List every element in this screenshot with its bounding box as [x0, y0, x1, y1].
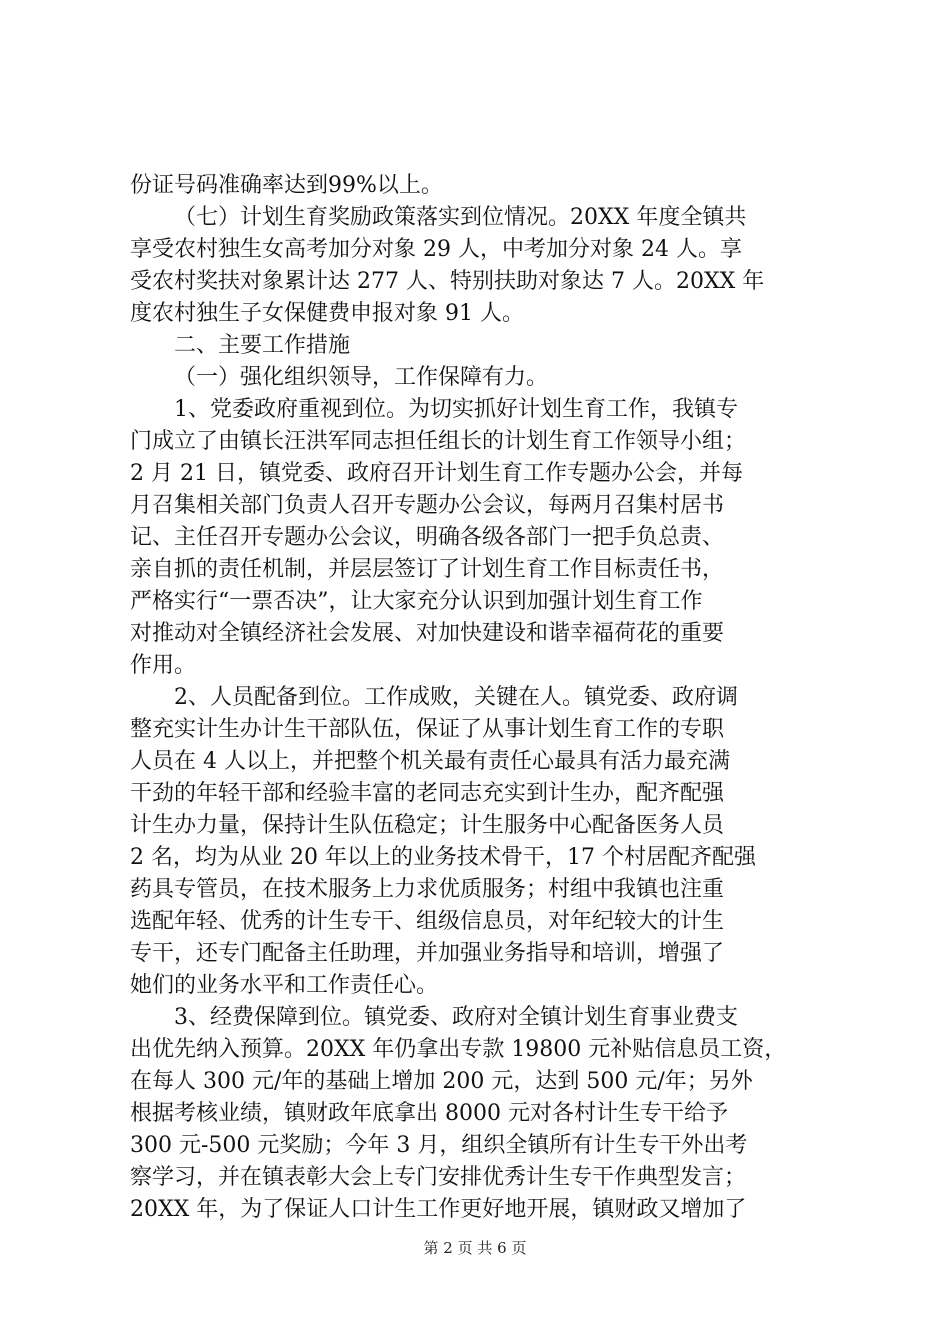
text-line: 专干，还专门配备主任助理，并加强业务指导和培训，增强了: [130, 941, 725, 966]
text-line: 记、主任召开专题办公会议，明确各级各部门一把手负总责、: [130, 525, 725, 550]
text-line: 月召集相关部门负责人召开专题办公会议，每两月召集村居书: [130, 493, 725, 518]
text-line: 二、主要工作措施: [174, 333, 351, 358]
text-line: 对推动对全镇经济社会发展、对加快建设和谐幸福荷花的重要: [130, 621, 725, 646]
text-line: 2 名，均为从业 20 年以上的业务技术骨干，17 个村居配齐配强: [130, 845, 756, 870]
text-line: 2、人员配备到位。工作成败，关键在人。镇党委、政府调: [174, 685, 738, 710]
text-line: 作用。: [130, 653, 197, 678]
text-line: 1、党委政府重视到位。为切实抓好计划生育工作，我镇专: [174, 397, 738, 422]
text-line: 她们的业务水平和工作责任心。: [130, 973, 439, 998]
text-line: 份证号码准确率达到99%以上。: [130, 173, 443, 198]
text-line: 严格实行“一票否决”，让大家充分认识到加强计划生育工作: [130, 589, 703, 614]
text-line: 药具专管员，在技术服务上力求优质服务；村组中我镇也注重: [130, 877, 725, 902]
text-line: 根据考核业绩，镇财政年底拿出 8000 元对各村计生专干给予: [130, 1101, 728, 1126]
body-text: [130, 170, 830, 1226]
text-line: 2 月 21 日，镇党委、政府召开计划生育工作专题办公会，并每: [130, 461, 743, 486]
text-line: 门成立了由镇长汪洪军同志担任组长的计划生育工作领导小组；: [130, 429, 747, 454]
text-line: 察学习，并在镇表彰大会上专门安排优秀计生专干作典型发言；: [130, 1165, 747, 1190]
text-line: 在每人 300 元/年的基础上增加 200 元，达到 500 元/年；另外: [130, 1069, 753, 1094]
text-line: 受农村奖扶对象累计达 277 人、特别扶助对象达 7 人。20XX 年: [130, 269, 765, 294]
text-line: 出优先纳入预算。20XX 年仍拿出专款 19800 元补贴信息员工资，: [130, 1037, 787, 1062]
text-line: 人员在 4 人以上，并把整个机关最有责任心最具有活力最充满: [130, 749, 730, 774]
text-line: 整充实计生办计生干部队伍，保证了从事计划生育工作的专职: [130, 717, 725, 742]
text-line: 享受农村独生女高考加分对象 29 人，中考加分对象 24 人。享: [130, 237, 742, 262]
text-line: 选配年轻、优秀的计生专干、组级信息员，对年纪较大的计生: [130, 909, 725, 934]
text-line: 3、经费保障到位。镇党委、政府对全镇计划生育事业费支: [174, 1005, 738, 1030]
text-line: 干劲的年轻干部和经验丰富的老同志充实到计生办，配齐配强: [130, 781, 725, 806]
text-line: 亲自抓的责任机制，并层层签订了计划生育工作目标责任书，: [130, 557, 725, 582]
text-line: 度农村独生子女保健费申报对象 91 人。: [130, 301, 524, 326]
text-line: （一）强化组织领导，工作保障有力。: [174, 365, 549, 390]
text-line: 计生办力量，保持计生队伍稳定；计生服务中心配备医务人员: [130, 813, 725, 838]
text-line: 300 元-500 元奖励；今年 3 月，组织全镇所有计生专干外出考: [130, 1133, 748, 1158]
page-number-footer: 第 2 页 共 6 页: [423, 1239, 527, 1257]
text-line: 20XX 年，为了保证人口计生工作更好地开展，镇财政又增加了: [130, 1197, 747, 1222]
text-line: （七）计划生育奖励政策落实到位情况。20XX 年度全镇共: [174, 205, 747, 230]
